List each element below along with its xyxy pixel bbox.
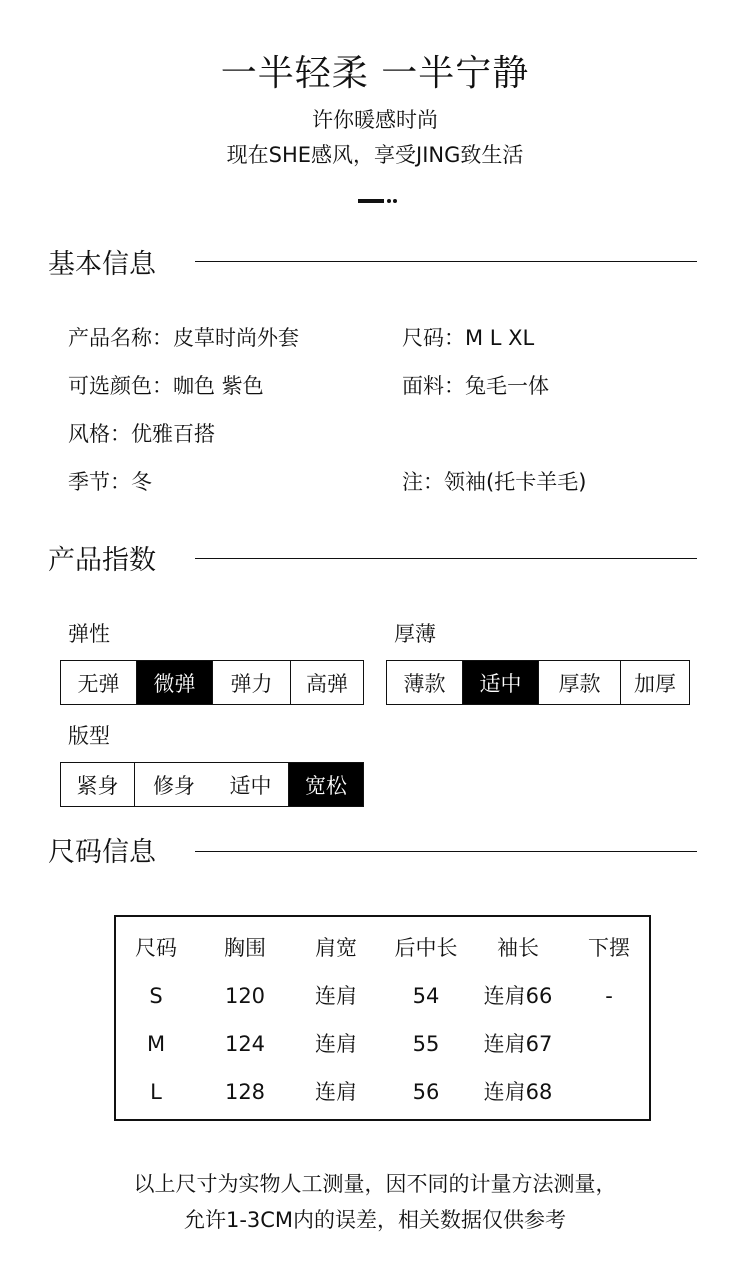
divider-mark-icon: [358, 196, 398, 206]
table-header-row: [116, 932, 649, 964]
section-title-size-info: 尺码信息: [48, 837, 156, 868]
section-title-basic-info: 基本信息: [48, 249, 156, 280]
table-cell: 连肩67: [483, 1032, 553, 1056]
table-cell: 连肩: [315, 1032, 357, 1056]
fit-label: 版型: [68, 724, 110, 748]
fit-scale: [60, 762, 364, 807]
info-size: 尺码：M L XL: [402, 326, 535, 350]
table-cell: 连肩68: [483, 1080, 553, 1104]
elasticity-option: 弹力: [213, 661, 291, 704]
fit-option: 适中: [213, 763, 289, 806]
thickness-option: 厚款: [539, 661, 621, 704]
section-divider: [195, 261, 697, 262]
elasticity-option: 无弹: [61, 661, 137, 704]
size-table: [114, 915, 651, 1121]
thickness-scale: [386, 660, 690, 705]
section-title-product-index: 产品指数: [48, 545, 156, 576]
elasticity-option-selected: 微弹: [137, 661, 213, 704]
thickness-option-selected: 适中: [463, 661, 539, 704]
table-cell: L: [150, 1080, 162, 1104]
table-cell: 120: [224, 984, 266, 1008]
table-cell: S: [149, 984, 163, 1008]
elasticity-label: 弹性: [68, 622, 110, 646]
fit-option: 紧身: [61, 763, 135, 806]
section-divider: [195, 851, 697, 852]
info-fabric: 面料：兔毛一体: [402, 374, 549, 398]
info-colors: 可选颜色：咖色 紫色: [68, 374, 264, 398]
table-cell: 56: [412, 1080, 440, 1104]
table-cell: 连肩: [315, 984, 357, 1008]
table-cell: -: [605, 984, 613, 1008]
footer-note-2: 允许1-3CM内的误差，相关数据仅供参考: [183, 1208, 567, 1232]
fit-option: 修身: [153, 773, 195, 798]
subtitle-2: 现在SHE感风，享受JING致生活: [226, 143, 524, 167]
table-row: [116, 1028, 649, 1060]
thickness-option: 薄款: [387, 661, 463, 704]
elasticity-option: 高弹: [306, 671, 348, 696]
table-row: [116, 1076, 649, 1108]
page-title: 一半轻柔 一半宁静: [220, 53, 530, 94]
table-header-cell: 下摆: [588, 936, 630, 960]
table-header-cell: 肩宽: [315, 936, 357, 960]
fit-option-selected: 宽松: [289, 763, 363, 806]
table-cell: 124: [224, 1032, 266, 1056]
elasticity-scale: [60, 660, 364, 705]
subtitle-1: 许你暖感时尚: [312, 108, 438, 132]
thickness-option: 加厚: [634, 671, 676, 696]
info-product-name: 产品名称：皮草时尚外套: [68, 326, 299, 350]
table-cell: 连肩: [315, 1080, 357, 1104]
table-cell: 54: [412, 984, 440, 1008]
table-cell: M: [146, 1032, 166, 1056]
table-header-cell: 后中长: [394, 936, 458, 960]
info-note: 注：领袖(托卡羊毛): [402, 470, 587, 494]
footer-note-1: 以上尺寸为实物人工测量，因不同的计量方法测量，: [133, 1172, 617, 1196]
info-season: 季节：冬: [68, 470, 152, 494]
table-cell: 连肩66: [483, 984, 553, 1008]
table-cell: 55: [412, 1032, 440, 1056]
table-cell: 128: [224, 1080, 266, 1104]
section-divider: [195, 558, 697, 559]
info-style: 风格：优雅百搭: [68, 422, 215, 446]
thickness-label: 厚薄: [394, 622, 436, 646]
table-header-cell: 袖长: [497, 936, 539, 960]
table-row: [116, 980, 649, 1012]
table-header-cell: 胸围: [224, 936, 266, 960]
table-header-cell: 尺码: [135, 936, 177, 960]
